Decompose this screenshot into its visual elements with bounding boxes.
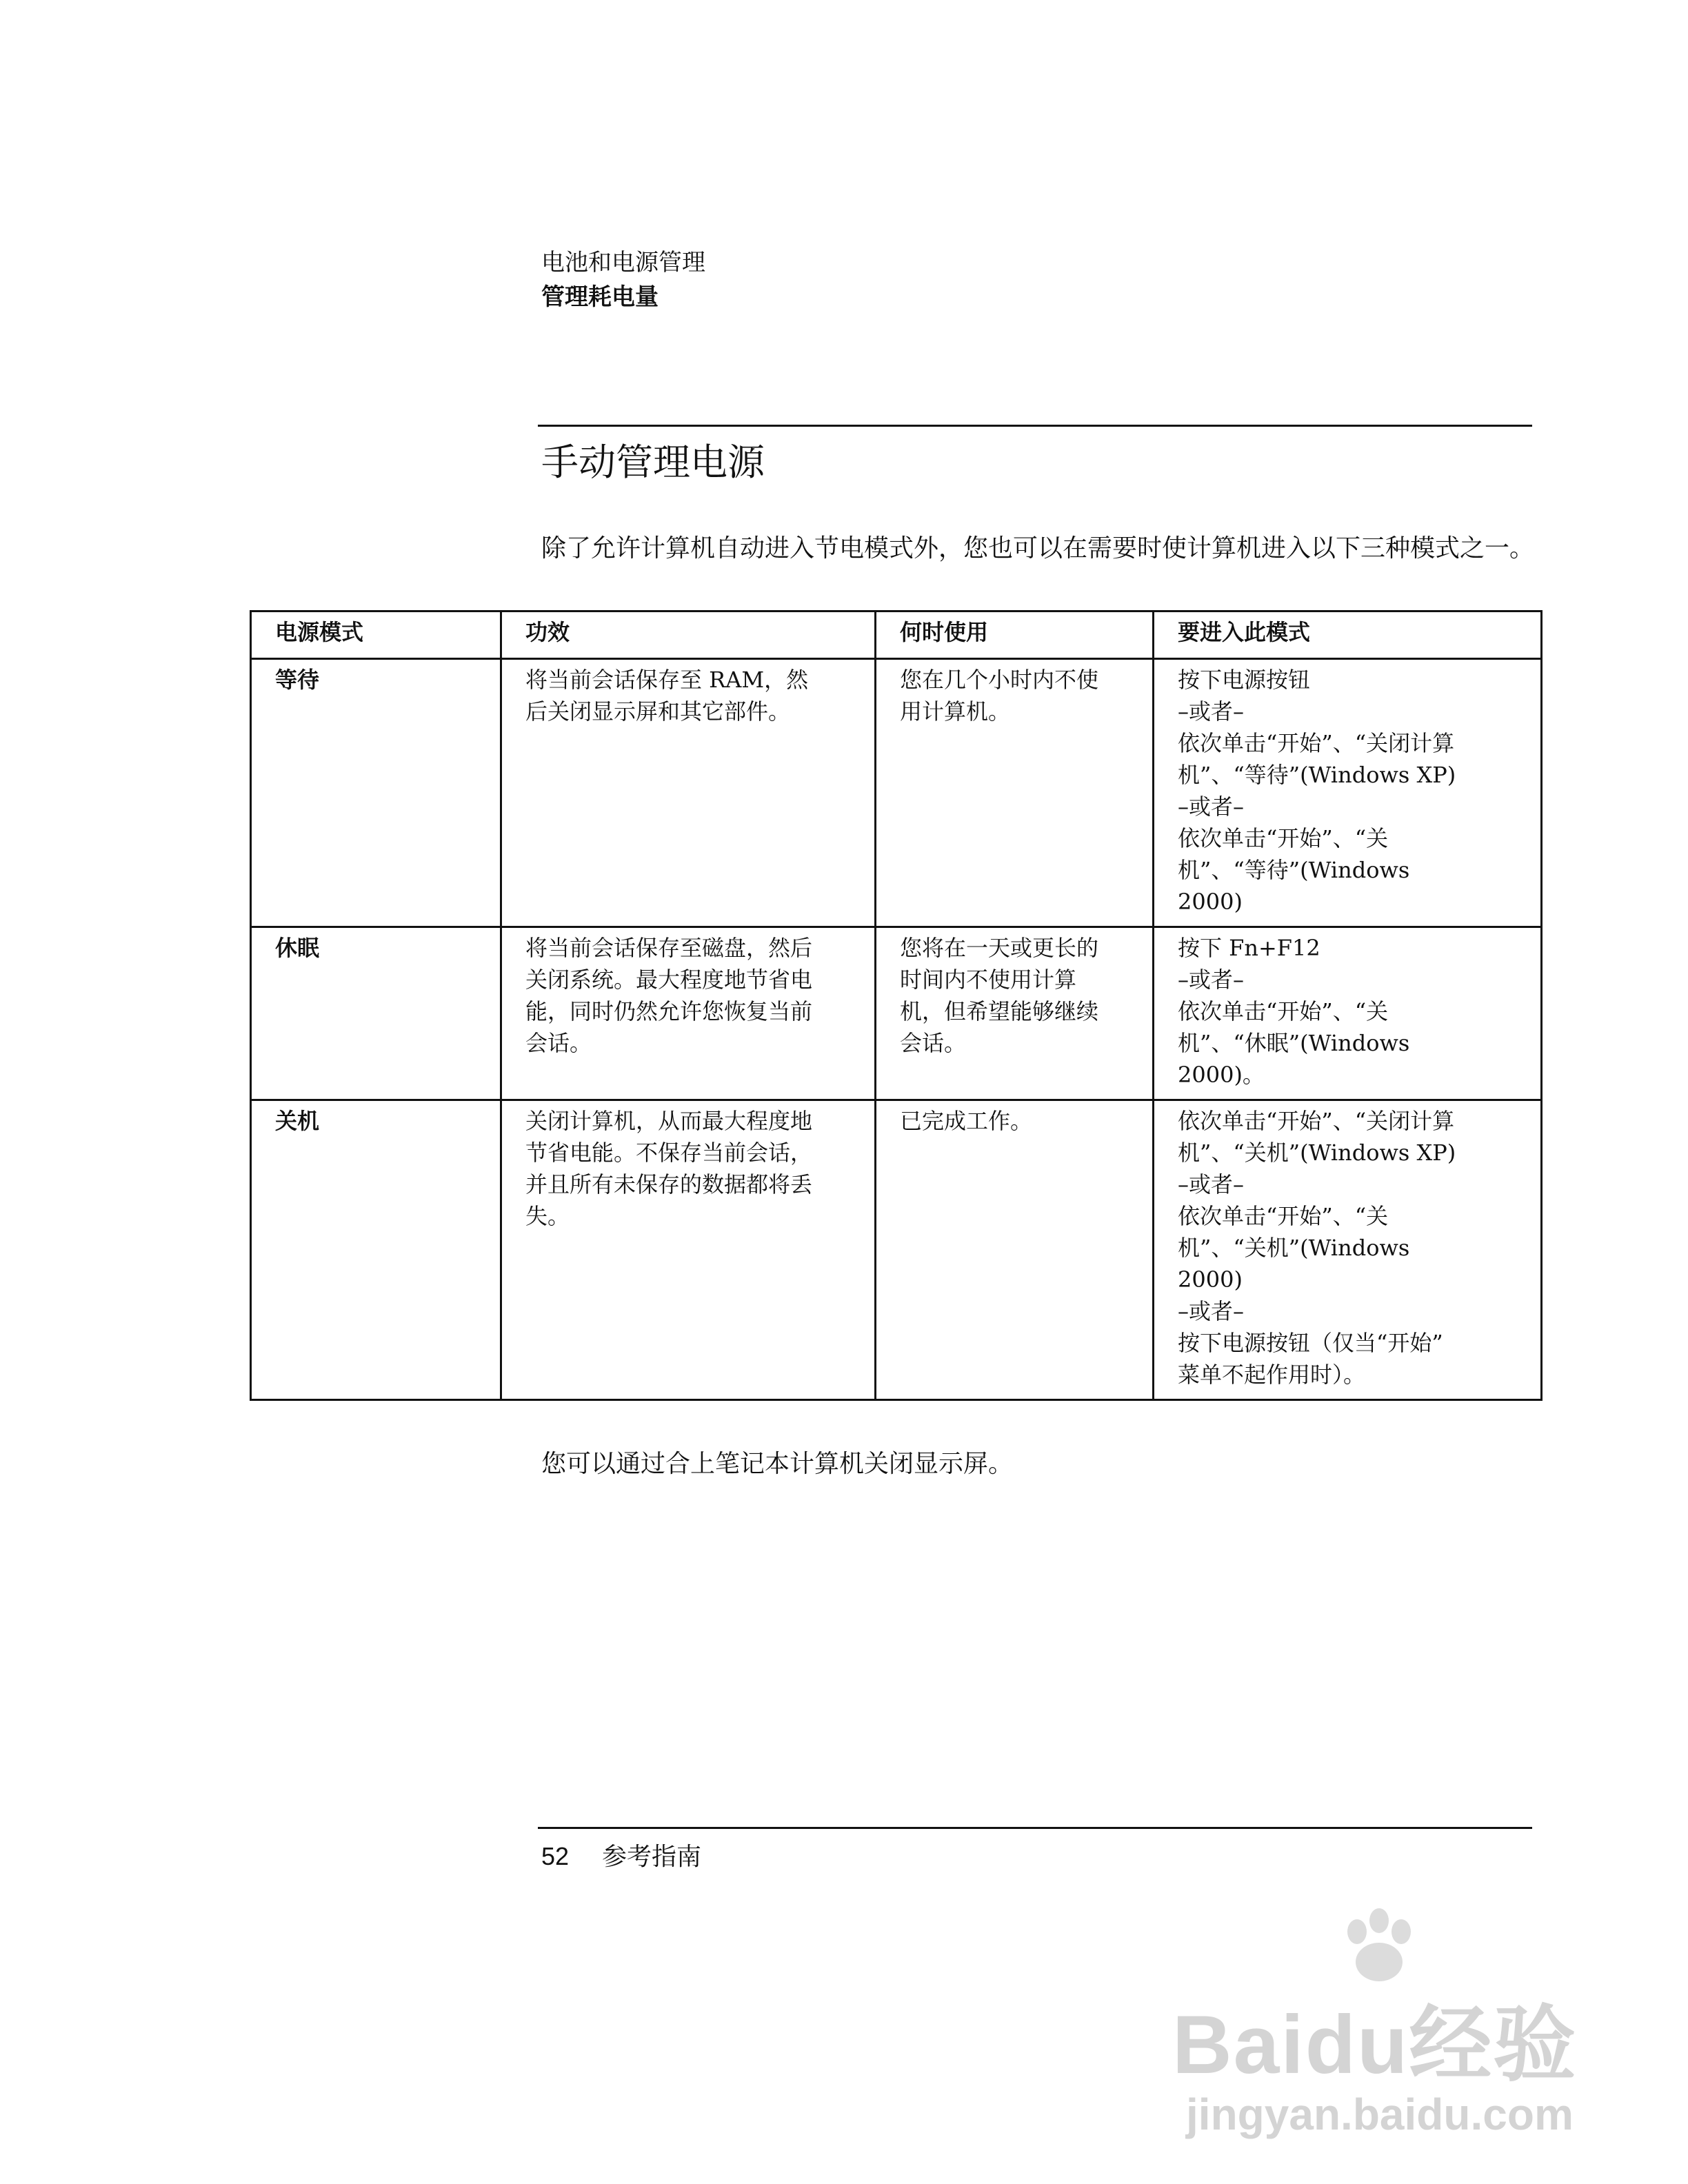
cell-how-line: 按下电源按钮（仅当“开始” [1178, 1330, 1443, 1356]
cell-how-line: 依次单击“开始”、“关闭计算 [1178, 1108, 1455, 1134]
cell-when-line: 您在几个小时内不使 [900, 667, 1099, 693]
cell-how-line: 依次单击“开始”、“关 [1178, 998, 1389, 1024]
cell-when-line: 已完成工作。 [900, 1108, 1033, 1134]
title-rule [538, 425, 1532, 427]
cell-effect [501, 659, 876, 927]
cell-how [1154, 659, 1542, 927]
cell-when [876, 1100, 1154, 1400]
cell-when-line: 机，但希望能够继续 [900, 998, 1099, 1024]
cell-how-line: 机”、“等待”(Windows XP) [1178, 762, 1456, 788]
cell-when-line: 会话。 [900, 1030, 967, 1056]
running-header [541, 245, 705, 314]
page-footer [541, 1839, 701, 1874]
header-power-mode: 电源模式 [251, 611, 501, 659]
cell-effect [501, 1100, 876, 1400]
cell-how-line: 依次单击“开始”、“关闭计算 [1178, 730, 1455, 756]
cell-how-line: 2000) [1178, 889, 1243, 915]
cell-effect-line: 后关闭显示屏和其它部件。 [525, 698, 791, 725]
cell-how-line: 2000) [1178, 1266, 1243, 1293]
cell-effect-line: 能，同时仍然允许您恢复当前 [525, 998, 813, 1024]
intro-paragraph: 除了允许计算机自动进入节电模式外，您也可以在需要时使计算机进入以下三种模式之一。 [541, 534, 1535, 563]
page-title: 手动管理电源 [541, 441, 765, 484]
cell-how-line: –或者– [1178, 1298, 1245, 1324]
cell-when-line: 用计算机。 [900, 698, 1011, 725]
footer-rule [538, 1827, 1532, 1829]
cell-effect-line: 并且所有未保存的数据都将丢 [525, 1171, 813, 1197]
table-header-row [251, 611, 1542, 659]
cell-mode: 等待 [251, 659, 501, 927]
header-how-to-enter: 要进入此模式 [1154, 611, 1542, 659]
cell-how [1154, 1100, 1542, 1400]
cell-how-line: 机”、“等待”(Windows [1178, 857, 1410, 883]
cell-how-line: –或者– [1178, 967, 1245, 993]
cell-effect-line: 将当前会话保存至磁盘，然后 [525, 935, 813, 961]
cell-when-line: 时间内不使用计算 [900, 967, 1077, 993]
chapter-title: 电池和电源管理 [541, 249, 705, 276]
cell-how-line: 依次单击“开始”、“关 [1178, 1203, 1389, 1229]
cell-effect-line: 关闭系统。最大程度地节省电 [525, 967, 813, 993]
cell-how-line: 2000)。 [1178, 1062, 1265, 1088]
cell-how-line: 依次单击“开始”、“关 [1178, 825, 1389, 851]
cell-how-line: 机”、“关机”(Windows [1178, 1235, 1410, 1261]
table-row [251, 659, 1542, 927]
cell-effect-line: 失。 [525, 1203, 570, 1229]
cell-how-line: –或者– [1178, 793, 1245, 820]
paw-icon [1331, 1903, 1427, 1985]
watermark-url: jingyan.baidu.com [1186, 2090, 1574, 2139]
cell-mode: 关机 [251, 1100, 501, 1400]
cell-when [876, 659, 1154, 927]
header-when-to-use: 何时使用 [876, 611, 1154, 659]
cell-how-line: 机”、“关机”(Windows XP) [1178, 1140, 1456, 1166]
table-row [251, 927, 1542, 1100]
section-title-header: 管理耗电量 [541, 283, 659, 311]
cell-how [1154, 927, 1542, 1100]
book-title: 参考指南 [602, 1843, 702, 1871]
watermark-brand: Baidu经验 [1172, 1999, 1578, 2091]
cell-effect-line: 节省电能。不保存当前会话， [525, 1140, 813, 1166]
cell-effect [501, 927, 876, 1100]
cell-how-line: –或者– [1178, 698, 1245, 725]
header-effect: 功效 [501, 611, 876, 659]
cell-how-line: 按下 Fn+F12 [1178, 935, 1320, 961]
table-row [251, 1100, 1542, 1400]
cell-how-line: –或者– [1178, 1171, 1245, 1197]
closing-paragraph: 您可以通过合上笔记本计算机关闭显示屏。 [541, 1450, 1014, 1478]
baidu-watermark [1172, 1903, 1586, 2165]
cell-how-line: 菜单不起作用时）。 [1178, 1362, 1366, 1388]
power-modes-table [250, 610, 1543, 1401]
cell-how-line: 机”、“休眠”(Windows [1178, 1030, 1410, 1056]
cell-when [876, 927, 1154, 1100]
cell-mode: 休眠 [251, 927, 501, 1100]
cell-effect-line: 将当前会话保存至 RAM，然 [525, 667, 809, 693]
cell-how-line: 按下电源按钮 [1178, 667, 1311, 693]
cell-effect-line: 关闭计算机，从而最大程度地 [525, 1108, 813, 1134]
cell-when-line: 您将在一天或更长的 [900, 935, 1099, 961]
cell-effect-line: 会话。 [525, 1030, 592, 1056]
page-number: 52 [541, 1842, 570, 1870]
